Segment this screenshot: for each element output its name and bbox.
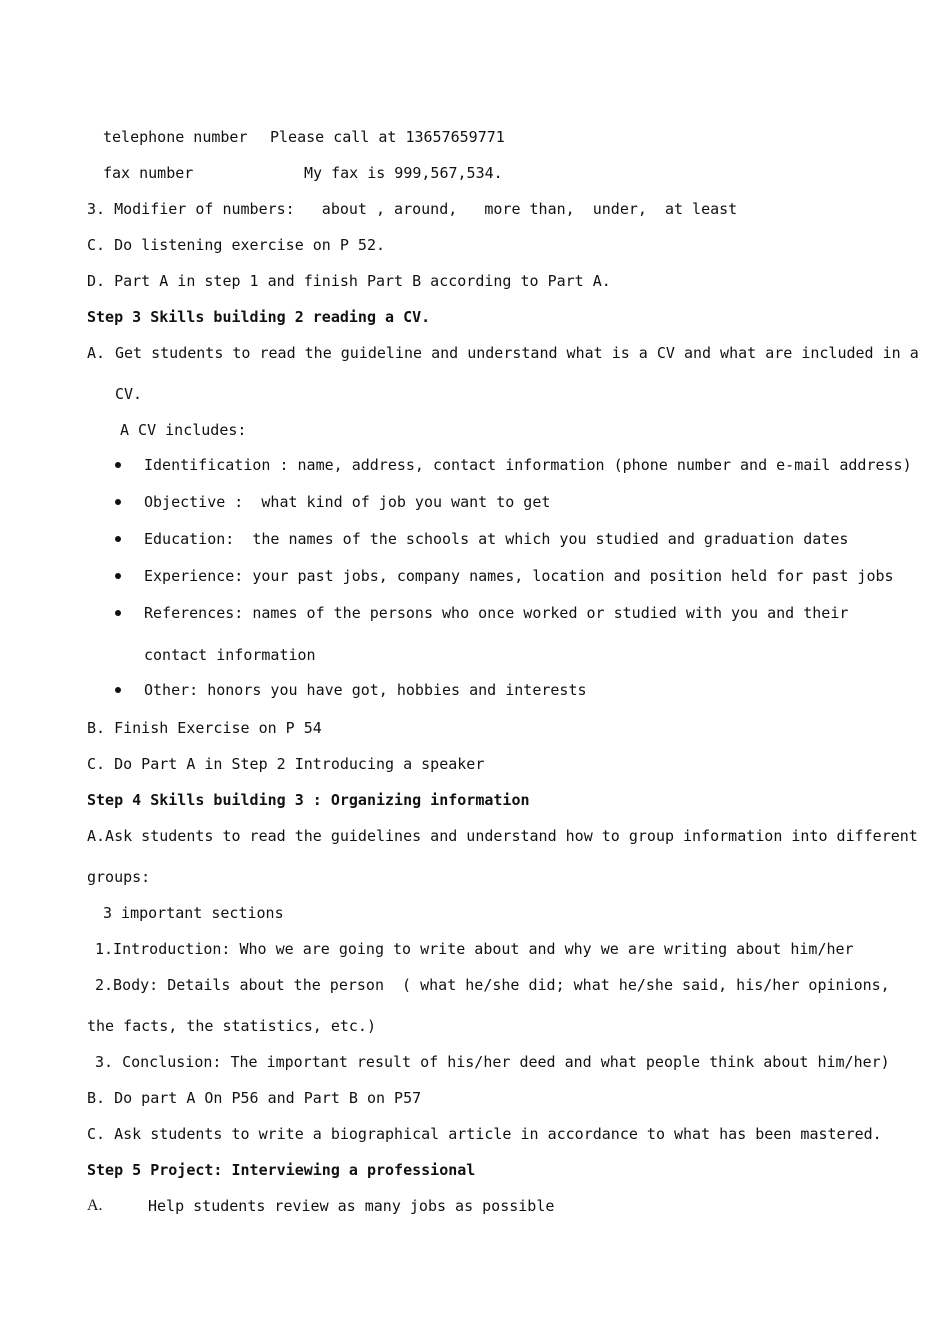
bullet-objective: Objective : what kind of job you want to get — [144, 493, 551, 511]
step5-a-marker: A. — [87, 1197, 103, 1214]
step3-a-text-2: CV. — [115, 385, 143, 403]
bullet-icon — [115, 610, 121, 616]
bullet-icon — [115, 499, 121, 505]
cv-includes-label: A CV includes: — [120, 421, 247, 439]
fax-value: My fax is 999,567,534. — [304, 164, 503, 182]
bullet-icon — [115, 536, 121, 542]
step3-heading: Step 3 Skills building 2 reading a CV. — [87, 308, 431, 326]
part-a-step1-line: D. Part A in step 1 and finish Part B according to Part A. — [87, 272, 611, 290]
listening-line: C. Do listening exercise on P 52. — [87, 236, 386, 254]
step4-b-line: B. Do part A On P56 and Part B on P57 — [87, 1089, 422, 1107]
bullet-other: Other: honors you have got, hobbies and interests — [144, 681, 587, 699]
bullet-experience: Experience: your past jobs, company names, location and position held for past jobs — [144, 567, 894, 585]
section-conclusion: 3. Conclusion: The important result of his/her deed and what people think about him/her) — [95, 1053, 890, 1071]
modifier-line: 3. Modifier of numbers: about , around, more than, under, at least — [87, 200, 738, 218]
bullet-icon — [115, 687, 121, 693]
step4-heading: Step 4 Skills building 3 : Organizing information — [87, 791, 530, 809]
step3-b-line: B. Finish Exercise on P 54 — [87, 719, 322, 737]
bullet-icon — [115, 573, 121, 579]
bullet-identification: Identification : name, address, contact information (phone number and e-mail address) — [144, 456, 912, 474]
bullet-references-continuation: contact information — [144, 646, 316, 664]
tel-label: telephone number — [103, 128, 248, 146]
sections-label: 3 important sections — [103, 904, 284, 922]
section-body-1: 2.Body: Details about the person ( what he/she did; what he/she said, his/her opinions, — [95, 976, 890, 994]
bullet-icon — [115, 462, 121, 468]
step4-a-line-2: groups: — [87, 868, 151, 886]
step5-heading: Step 5 Project: Interviewing a professional — [87, 1161, 476, 1179]
bullet-education: Education: the names of the schools at which you studied and graduation dates — [144, 530, 849, 548]
fax-label: fax number — [103, 164, 194, 182]
section-body-2: the facts, the statistics, etc.) — [87, 1017, 376, 1035]
step5-a-text: Help students review as many jobs as possible — [148, 1197, 555, 1215]
bullet-references: References: names of the persons who once worked or studied with you and their — [144, 604, 849, 622]
tel-value: Please call at 13657659771 — [270, 128, 505, 146]
step4-c-line: C. Ask students to write a biographical article in accordance to what has been mastered. — [87, 1125, 882, 1143]
step3-c-line: C. Do Part A in Step 2 Introducing a speaker — [87, 755, 485, 773]
step3-a-text-1: Get students to read the guideline and understand what is a CV and what are included in a — [115, 344, 919, 362]
step3-a-marker: A. — [87, 344, 106, 362]
step4-a-line-1: A.Ask students to read the guidelines and understand how to group information into different — [87, 827, 918, 845]
section-introduction: 1.Introduction: Who we are going to write about and why we are writing about him/her — [95, 940, 854, 958]
